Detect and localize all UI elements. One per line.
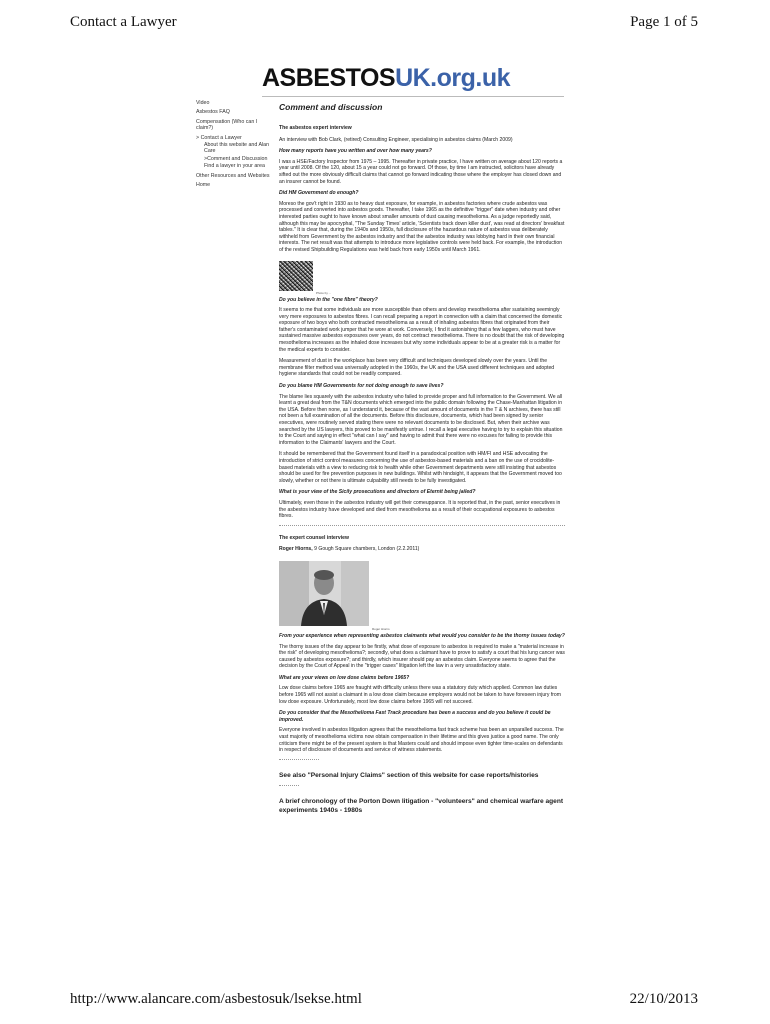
sidebar-item-asbestos-faq[interactable]: Asbestos FAQ [196,109,230,116]
main-content [279,102,565,820]
figure [279,558,565,633]
figure-caption: Photo by ... [316,290,332,295]
interview-intro: An interview with Bob Clark, (retired) Consulting Engineer, specialising in asbestos claims (March 2009) [279,136,513,143]
sidebar-nav [196,100,272,191]
question: What is your view of the Sicily prosecutions and directors of Eternit being jailed? [279,489,476,496]
answer: Measurement of dust in the workplace has been very difficult and techniques developed slowly over the years. Until the membrane filter method was universally adopted in the 1960s, the UK and the USA used different techniques and adopted hygiene standards that could not be readily compared. [279,358,555,378]
portrait-photo [279,561,369,626]
question: Do you consider that the Mesothelioma Fast Track procedure has been a success and do you believe it could be improved. [279,710,551,723]
header-title: Contact a Lawyer [70,14,177,30]
question: From your experience when representing asbestos claimants what would you consider to be the thorny issues today? [279,632,565,639]
question: Do you believe in the "one fibre" theory? [279,296,378,303]
personal-injury-link[interactable]: See also "Personal Injury Claims" section of this website for case reports/histories [279,771,539,779]
sidebar-item-about[interactable]: About this website and Alan Care [204,142,270,155]
section-divider [279,759,319,760]
answer: I was a HSE/Factory Inspector from 1975 – 1995. Thereafter in private practice, I have written on average about 120 reports a year until 2008. Of the 120, about 15 a year could not go forward. Of those, by time I am instructed, solicitors have already sifted out the more obviously difficult claims that cannot go forward indicating those where the employer has closed down and an insurer cannot be found. [279,158,563,185]
section-heading: The expert counsel interview [279,534,349,541]
page-title: Comment and discussion [279,102,383,112]
sidebar-item-compensation[interactable]: Compensation (Who can I claim?) [196,118,258,132]
page-url: http://www.alancare.com/asbestosuk/lsekse.html [70,991,362,1007]
answer: Ultimately, even those in the asbestos industry will get their comeuppance. It is reported that, in the past, senior executives in the asbestos industry have developed and died from mesothelioma as a result of their occupational exposures to asbestos fibres. [279,499,561,520]
print-footer [70,991,698,1008]
sidebar-item-home[interactable]: Home [196,182,211,189]
section-divider [279,785,299,786]
figure-caption: Roger Hiorns [372,627,390,632]
interview-intro: Roger Hiorns, 9 Gough Square chambers, London (2.2.2011) [279,546,420,553]
sidebar-item-find-lawyer[interactable]: Find a lawyer in your area [204,163,265,170]
question: What are your views on low dose claims before 1965? [279,674,410,681]
answer: The blame lies squarely with the asbestos industry who failed to provide proper and full information to the Government. We all learnt a great deal from the T&N documents which emerged into the public domain following the Chase-Manhattan litigation in the USA. Before then none, as I understand it, because of the vast amount of documents in the T & N archives, there has still not been a full examination of all the documents. Before this disclosure, documents, which had been signed by senior executives, were routinely served stating there were no relevant documents to be disclosed. But, when their archive was searched by the US lawyers, this proved to be manifestly untrue. I recall a legal executive having to try to explain this situation to the Court and saying in effect "what can I say" and having to admit that there were no excuses for failing to provide this information to the Claimants' lawyers and the Court. [279,393,563,446]
print-header [70,14,698,31]
figure [279,259,565,297]
question: How many reports have you written and over how many years? [279,148,432,155]
answer: Low dose claims before 1965 are fraught with difficulty unless there was a statutory duty which applied. Common law duties before 1965 will not assist a claimant in a low dose claim because employers would not be taken to have foreseen injury from low dose exposure. Unfortunately, most low dose claims before 1965 will not succeed. [279,685,562,705]
asbestos-fibre-photo [279,261,313,291]
answer: Everyone involved in asbestos litigation agrees that the mesothelioma fast track scheme has been an unparalled success. The vast majority of mesothelioma victims now obtain compensation in their lifetime and this gives justice a good name. The only criticism there might be of the present system is that Masters could and should impose even tighter time-scales on defendants in respect of disclosure of documents and service of witness statements. [279,727,564,754]
question: Did HM Government do enough? [279,190,359,197]
print-date: 22/10/2013 [629,991,698,1007]
answer: It should be remembered that the Government found itself in a paradoxical position with HM/FI and HSE advocating the introduction of strict control measures concerning the use of asbestos-based materials and a ban on the use of crocidolite-based materials with a view to reducing risk to health while other Government departments were still insisting that asbestos should be used for fire prevention purposes in new buildings. Whilst with hindsight, it appears that the Government moved too slowly, whether or not there is ultimate culpability still needs to be fully investigated. [279,451,562,484]
answer: The thorny issues of the day appear to be firstly, what dose of exposure to asbestos is required to make a "material increase in the risk" of developing mesothelioma?; secondly, what does a claimant have to prove to satisfy a court that his lung cancer was caused by asbestos exposure?; and thirdly, which insurer should pay an asbestos claim. Everyone seems to agree that the decision by the Court of Appeal in the "trigger cases" litigation left the law in a very unsatisfactory state. [279,643,565,670]
porton-down-link[interactable]: A brief chronology of the Porton Down litigation - "volunteers" and chemical warfare agent experiments 1940s - 1980s [279,798,564,814]
page-number: Page 1 of 5 [630,14,698,30]
section-heading: The asbestos expert interview [279,125,352,131]
sidebar-item-contact-lawyer[interactable]: > Contact a Lawyer [196,134,242,141]
sidebar-item-other-resources[interactable]: Other Resources and Websites [196,172,270,179]
sidebar-item-video[interactable]: Video [196,100,210,106]
answer: It seems to me that some individuals are more susceptible than others and develop mesothelioma after sustaining seemingly very mere exposures to asbestos fibres. I can recall preparing a report in connection with a claim that concerned the domestic exposure of two boys who both contracted mesothelioma as a result of inhaling asbestos fibres that originated from their father's contaminated work jumper that he wore at work. Conversely, I find it astonishing that a few laggers, who must have sustained massive asbestos exposures over years, do not contract mesothelioma. There is no doubt that the risk of developing mesothelioma increases as the inhaled dose increases but why some individuals appear to be at a greater risk is a matter for the medical experts to consider. [279,307,565,353]
sidebar-item-comment-discussion[interactable]: >Comment and Discussion [204,155,268,162]
question: Do you blame HM Governments for not doing enough to save lives? [279,383,444,390]
section-divider [279,525,565,526]
site-logo[interactable]: ASBESTOSUK.org.uk [262,64,511,92]
logo-divider [262,96,564,97]
answer: Moreso the gov't right in 1930 as to heavy dust exposure, for example, in asbestos factories where crude asbestos was processed and converted into asbestos goods. Thereafter, I take 1965 as the definitive "trigger" date when industry and other interested parties ought to have known about smaller amounts of dust causing mesothelioma. As a judge reportedly said, although this may be apocryphal, "The Sunday Times' article, 'Scientists track down killer dust', was read at directors' breakfast tables." It is clear that, during the 1940s and 1950s, full disclosure of the hazardous nature of asbestos was deliberately withheld from Government by the asbestos industry and that the asbestos industry was lobbying hard in their own financial interests. The net result was that attempts to introduce more legislative controls were held back. For example, the introduction of the revised Shipbuilding Regulations was held back from early 1950s until March 1961. [279,200,565,253]
